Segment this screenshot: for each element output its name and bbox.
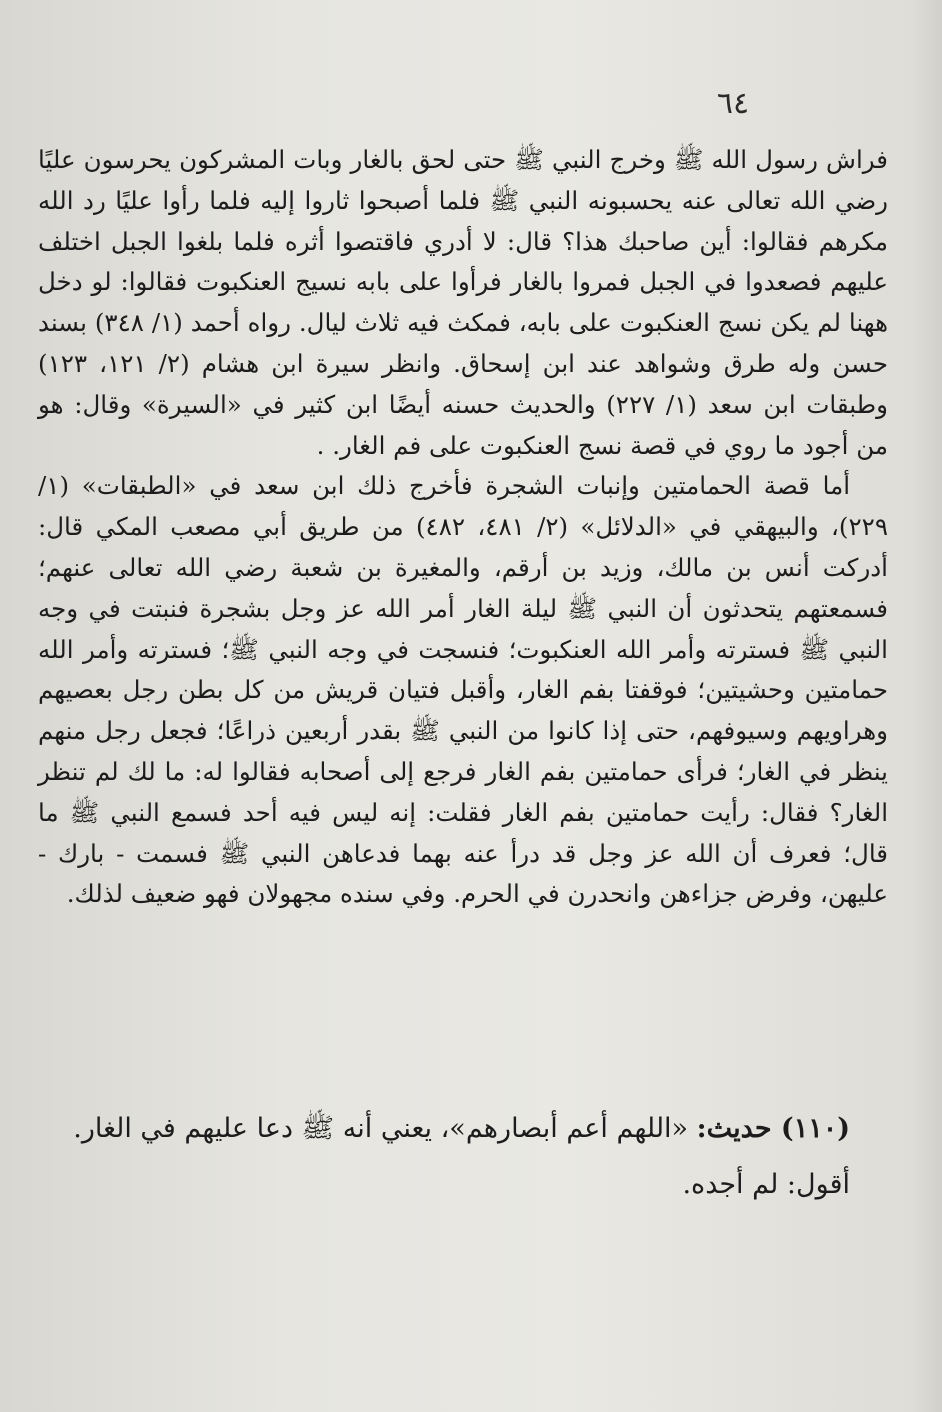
- hadith-text: «اللهم أعم أبصارهم»، يعني أنه ﷺ دعا عليهم في الغار.: [73, 1113, 697, 1144]
- footnote-paragraph-1: فراش رسول الله ﷺ وخرج النبي ﷺ حتى لحق بالغار وبات المشركون يحرسون عليًا رضي الله تعالى عنه يحسبونه النبي ﷺ فلما أصبحوا ثاروا إليه فلما رأوا عليًا رد الله مكرهم فقالوا: أين صاحبك هذا؟ قال: لا أدري فاقتصوا أثره فلما بلغوا الجبل اختلف عليهم فصعدوا في الجبل فمروا بالغار فرأوا على بابه نسيج العنكبوت فقالوا: لو دخل ههنا لم يكن نسج العنكبوت على بابه، فمكث فيه ثلاث ليال. رواه أحمد (١/ ٣٤٨) بسند حسن وله طرق وشواهد عند ابن إسحاق. وانظر سيرة ابن هشام (٢/ ١٢١، ١٢٣) وطبقات ابن سعد (١/ ٢٢٧) والحديث حسنه أيضًا ابن كثير في «السيرة» وقال: هو من أجود ما روي في قصة نسج العنكبوت على فم الغار. .: [38, 145, 889, 460]
- hadith-paragraph: [38, 1106, 888, 1152]
- page-number: ٦٤: [716, 86, 750, 121]
- footnote-paragraph-2: أما قصة الحمامتين وإنبات الشجرة فأخرج ذلك ابن سعد في «الطبقات» (١/ ٢٢٩)، والبيهقي في «الدلائل» (٢/ ٤٨١، ٤٨٢) من طريق أبي مصعب المكي قال: أدركت أنس بن مالك، وزيد بن أرقم، والمغيرة بن شعبة رضي الله تعالى عنهم؛ فسمعتهم يتحدثون أن النبي ﷺ ليلة الغار أمر الله عز وجل بشجرة فنبتت في وجه النبي ﷺ فسترته وأمر الله العنكبوت؛ فنسجت في وجه النبي ﷺ؛ فسترته وأمر الله حمامتين وحشيتين؛ فوقفتا بفم الغار، وأقبل فتيان قريش من كل بطن رجل بعصيهم وهراويهم وسيوفهم، حتى إذا كانوا من النبي ﷺ بقدر أربعين ذراعًا؛ فجعل رجل منهم ينظر في الغار؛ فرأى حمامتين بفم الغار فرجع إلى أصحابه فقالوا له: ما لك لم تنظر الغار؟ فقال: رأيت حمامتين بفم الغار فقلت: إنه ليس فيه أحد فسمع النبي ﷺ ما قال؛ فعرف أن الله عز وجل قد درأ عنه بهما فدعاهن النبي ﷺ فسمت - بارك - عليهن، وفرض جزاءهن وانحدرن في الحرم. وفي سنده مجهولان فهو ضعيف لذلك.: [38, 471, 888, 909]
- footnote-block: [38, 140, 888, 915]
- hadith-number: (١١٠) حديث:: [696, 1113, 850, 1144]
- main-text-block: [38, 1106, 888, 1208]
- page-edge-shadow: [912, 0, 942, 1412]
- answer-paragraph: أقول: لم أجده.: [682, 1169, 850, 1200]
